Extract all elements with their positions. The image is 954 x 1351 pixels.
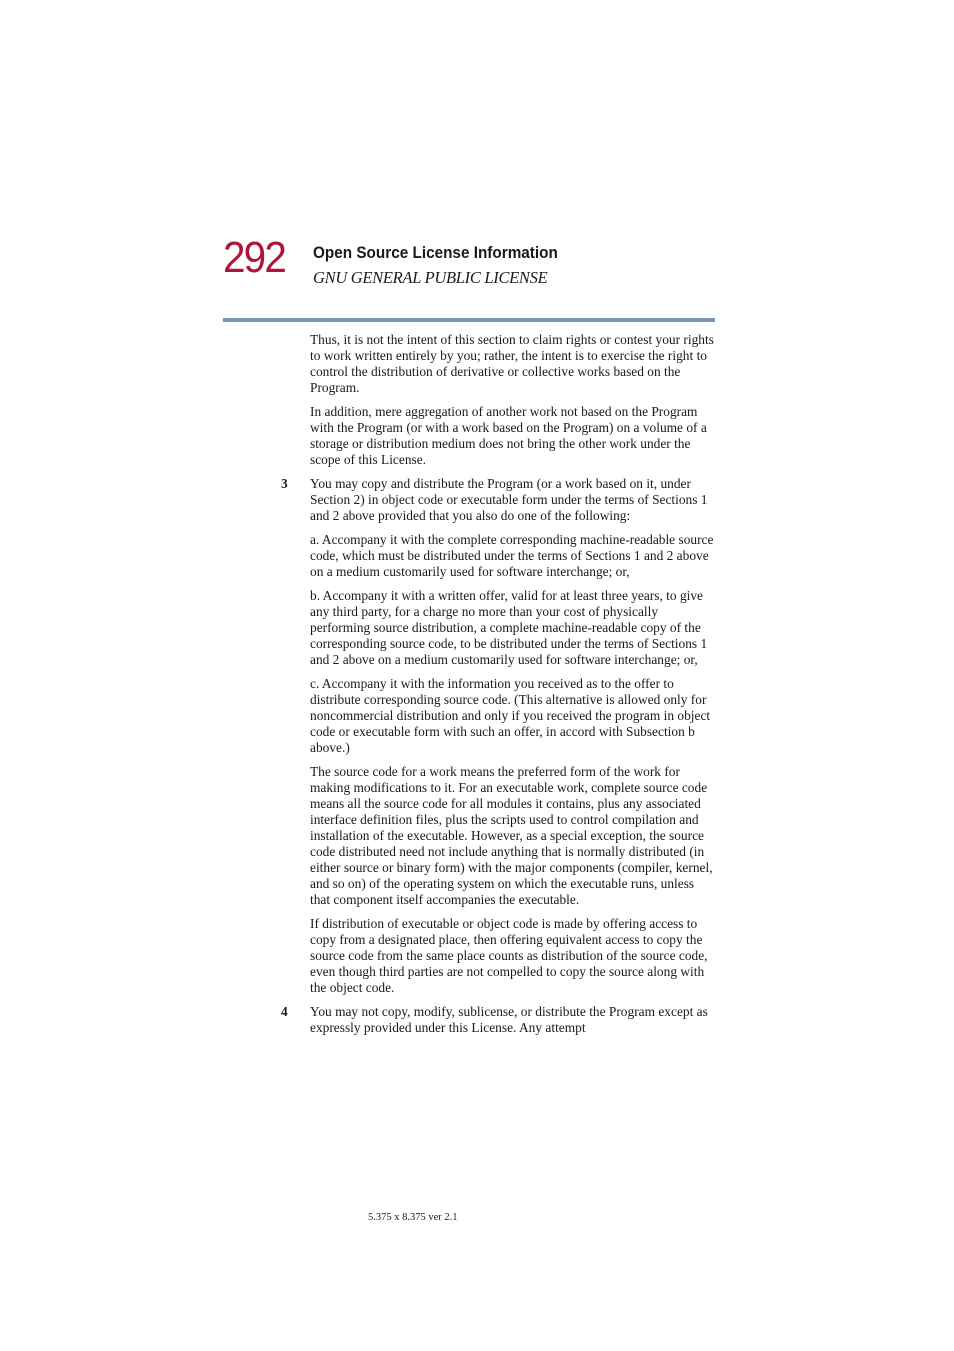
list-number-4: 4 bbox=[281, 1004, 288, 1019]
subitem-b: b. Accompany it with a written offer, valid for at least three years, to give any third party, for a charge no more than your cost of physically performing source distribution, a complete machine-readable copy of the corresponding source code, to be distributed under the terms of Sections 1 and 2 above on a medium customarily used for software interchange; or, bbox=[310, 588, 708, 667]
list-item-4 bbox=[281, 1004, 714, 1036]
subitem-c: c. Accompany it with the information you received as to the offer to distribute corresponding source code. (This alternative is allowed only for noncommercial distribution and only if you received the program in object code or executable form with such an offer, in accord with Subsection b above.) bbox=[310, 676, 711, 755]
list-item-3 bbox=[281, 476, 714, 524]
paragraph-source-code: The source code for a work means the preferred form of the work for making modifications to it. For an executable work, complete source code means all the source code for all modules it contains, plus any associated interface definition files, plus the scripts used to control compilation and installation of the executable. However, as a special exception, the source code distributed need not include anything that is normally distributed (in either source or binary form) with the major components (compiler, kernel, and so on) of the operating system on which the executable runs, unless that component itself accompanies the executable. bbox=[310, 764, 713, 907]
body-text bbox=[281, 332, 714, 1044]
list-number-3: 3 bbox=[281, 476, 288, 491]
header-divider bbox=[223, 318, 715, 322]
paragraph-distribution: If distribution of executable or object code is made by offering access to copy from a designated place, then offering equivalent access to copy the source code from the same place counts as distribution of the source code, even though third parties are not compelled to copy the source along with the object code. bbox=[310, 916, 708, 995]
paragraph-aggregation: In addition, mere aggregation of another work not based on the Program with the Program (or with a work based on the Program) on a volume of a storage or distribution medium does not bring the other work under the scope of this License. bbox=[310, 404, 707, 467]
list-item-4-text: You may not copy, modify, sublicense, or distribute the Program except as expressly provided under this License. Any attempt bbox=[310, 1004, 708, 1035]
subitem-a: a. Accompany it with the complete corresponding machine-readable source code, which must be distributed under the terms of Sections 1 and 2 above on a medium customarily used for software interchange; or, bbox=[310, 532, 714, 579]
paragraph-intent: Thus, it is not the intent of this section to claim rights or contest your rights to work written entirely by you; rather, the intent is to exercise the right to control the distribution of derivative or collective works based on the Program. bbox=[310, 332, 714, 395]
page-number: 292 bbox=[223, 233, 286, 282]
footer-version: 5.375 x 8.375 ver 2.1 bbox=[368, 1212, 458, 1223]
list-item-3-text: You may copy and distribute the Program (or a work based on it, under Section 2) in object code or executable form under the terms of Sections 1 and 2 above provided that you also do one of the following: bbox=[310, 476, 708, 523]
section-title: Open Source License Information bbox=[313, 243, 558, 262]
section-subtitle: GNU GENERAL PUBLIC LICENSE bbox=[313, 268, 548, 287]
